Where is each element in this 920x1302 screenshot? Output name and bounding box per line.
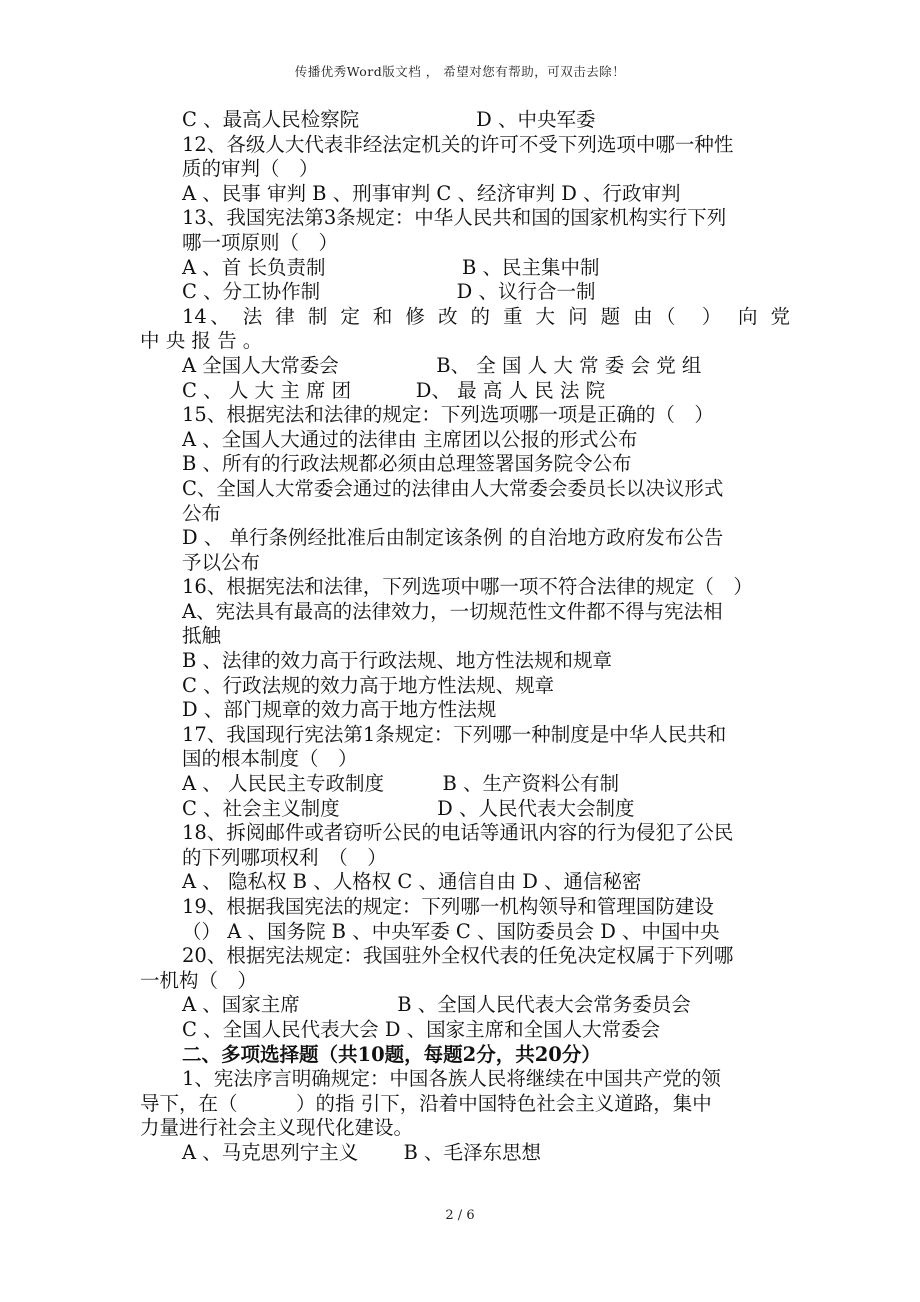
text-line: C 、社会主义制度 D 、人民代表大会制度 [182, 796, 635, 820]
text-line: 质的审判（ ） [182, 157, 319, 181]
page-header: 传播优秀Word版文档 ， 希望对您有帮助，可双击去除！ [294, 64, 626, 79]
text-line: 17、我国现行宪法第1条规定：下列哪一种制度是中华人民共和 [182, 722, 727, 746]
text-line: 一机构（ ） [140, 968, 258, 992]
text-line: 12、各级人大代表非经法定机关的许可不受下列选项中哪一种性 [182, 132, 734, 156]
text-line: A 、马克思列宁主义 B 、毛泽东思想 [182, 1140, 542, 1164]
text-line: D 、部门规章的效力高于地方性法规 [182, 698, 497, 722]
text-line: C 、 人 大 主 席 团 D、 最 高 人 民 法 院 [182, 378, 606, 402]
text-line: 20、根据宪法规定：我国驻外全权代表的任免决定权属于下列哪 [182, 944, 734, 968]
text-line: D 、 单行条例经批准后由制定该条例 的自治地方政府发布公告 [182, 526, 724, 550]
text-line: 中 央 报 告 。 [140, 329, 263, 353]
text-line: 公布 [182, 501, 222, 525]
text-line: A 、 人民民主专政制度 B 、生产资料公有制 [182, 772, 620, 796]
page-number: 2 / 6 [445, 1208, 475, 1223]
text-line: 国的根本制度（ ） [182, 747, 358, 771]
text-line: 哪一项原则（ ） [182, 230, 339, 254]
text-line: 19、根据我国宪法的规定：下列哪一机构领导和管理国防建设 [182, 895, 714, 918]
text-line: 18、拆阅邮件或者窃听公民的电话等通讯内容的行为侵犯了公民 [182, 821, 734, 845]
text-line: 13、我国宪法第3条规定：中华人民共和国的国家机构实行下列 [182, 206, 727, 230]
text-line: 1、宪法序言明确规定：中国各族人民将继续在中国共产党的领 [182, 1067, 721, 1091]
text-line: 予以公布 [182, 550, 261, 574]
text-line: 16、根据宪法和法律，下列选项中哪一项不符合法律的规定（ ） [182, 575, 753, 599]
text-line: B 、所有的行政法规都必须由总理签署国务院令公布 [182, 452, 632, 476]
text-line: C 、最高人民检察院 D 、中央军委 [182, 108, 596, 131]
text-line: 15、根据宪法和法律的规定：下列选项哪一项是正确的（ ） [182, 403, 714, 427]
text-line: （） A 、国务院 B 、中央军委 C 、国防委员会 D 、中国中央 [182, 919, 720, 943]
text-line: A 、民事 审判 B 、刑事审判 C 、经济审判 D 、行政审判 [182, 181, 681, 205]
text-line: A 、 隐私权 B 、人格权 C 、通信自由 D 、通信秘密 [182, 870, 642, 894]
text-line: A 、国家主席 B 、全国人民代表大会常务委员会 [182, 993, 691, 1017]
text-line: C、全国人大常委会通过的法律由人大常委会委员长以决议形式 [182, 476, 724, 500]
text-line: A 、全国人大通过的法律由 主席团以公报的形式公布 [182, 427, 638, 451]
section-heading: 二、多项选择题（共10题，每题2分，共20分） [182, 1042, 601, 1066]
text-line: 的下列哪项权利 （ ） [182, 845, 387, 869]
text-line: 力量进行社会主义现代化建设。 [140, 1116, 414, 1140]
text-line: 抵触 [182, 624, 222, 648]
text-line: 导下，在（ ）的指 引下，沿着中国特色社会主义道路，集中 [140, 1091, 712, 1115]
text-line: A 、首 长负责制 B 、民主集中制 [182, 255, 600, 279]
text-line: C 、全国人民代表大会 D 、国家主席和全国人大常委会 [182, 1017, 661, 1041]
text-line: A、宪法具有最高的法律效力，一切规范性文件都不得与宪法相 [182, 599, 723, 623]
text-line: C 、分工协作制 D 、议行合一制 [182, 280, 596, 304]
text-line: B 、法律的效力高于行政法规、地方性法规和规章 [182, 649, 613, 673]
document-body [140, 108, 790, 1166]
text-line: A 全国人大常委会 B、 全 国 人 大 常 委 会 党 组 [182, 353, 702, 377]
text-line: C 、行政法规的效力高于地方性法规、规章 [182, 673, 555, 697]
text-line: 14、 法 律 制 定 和 修 改 的 重 大 问 题 由（ ） 向 党 [182, 304, 790, 328]
